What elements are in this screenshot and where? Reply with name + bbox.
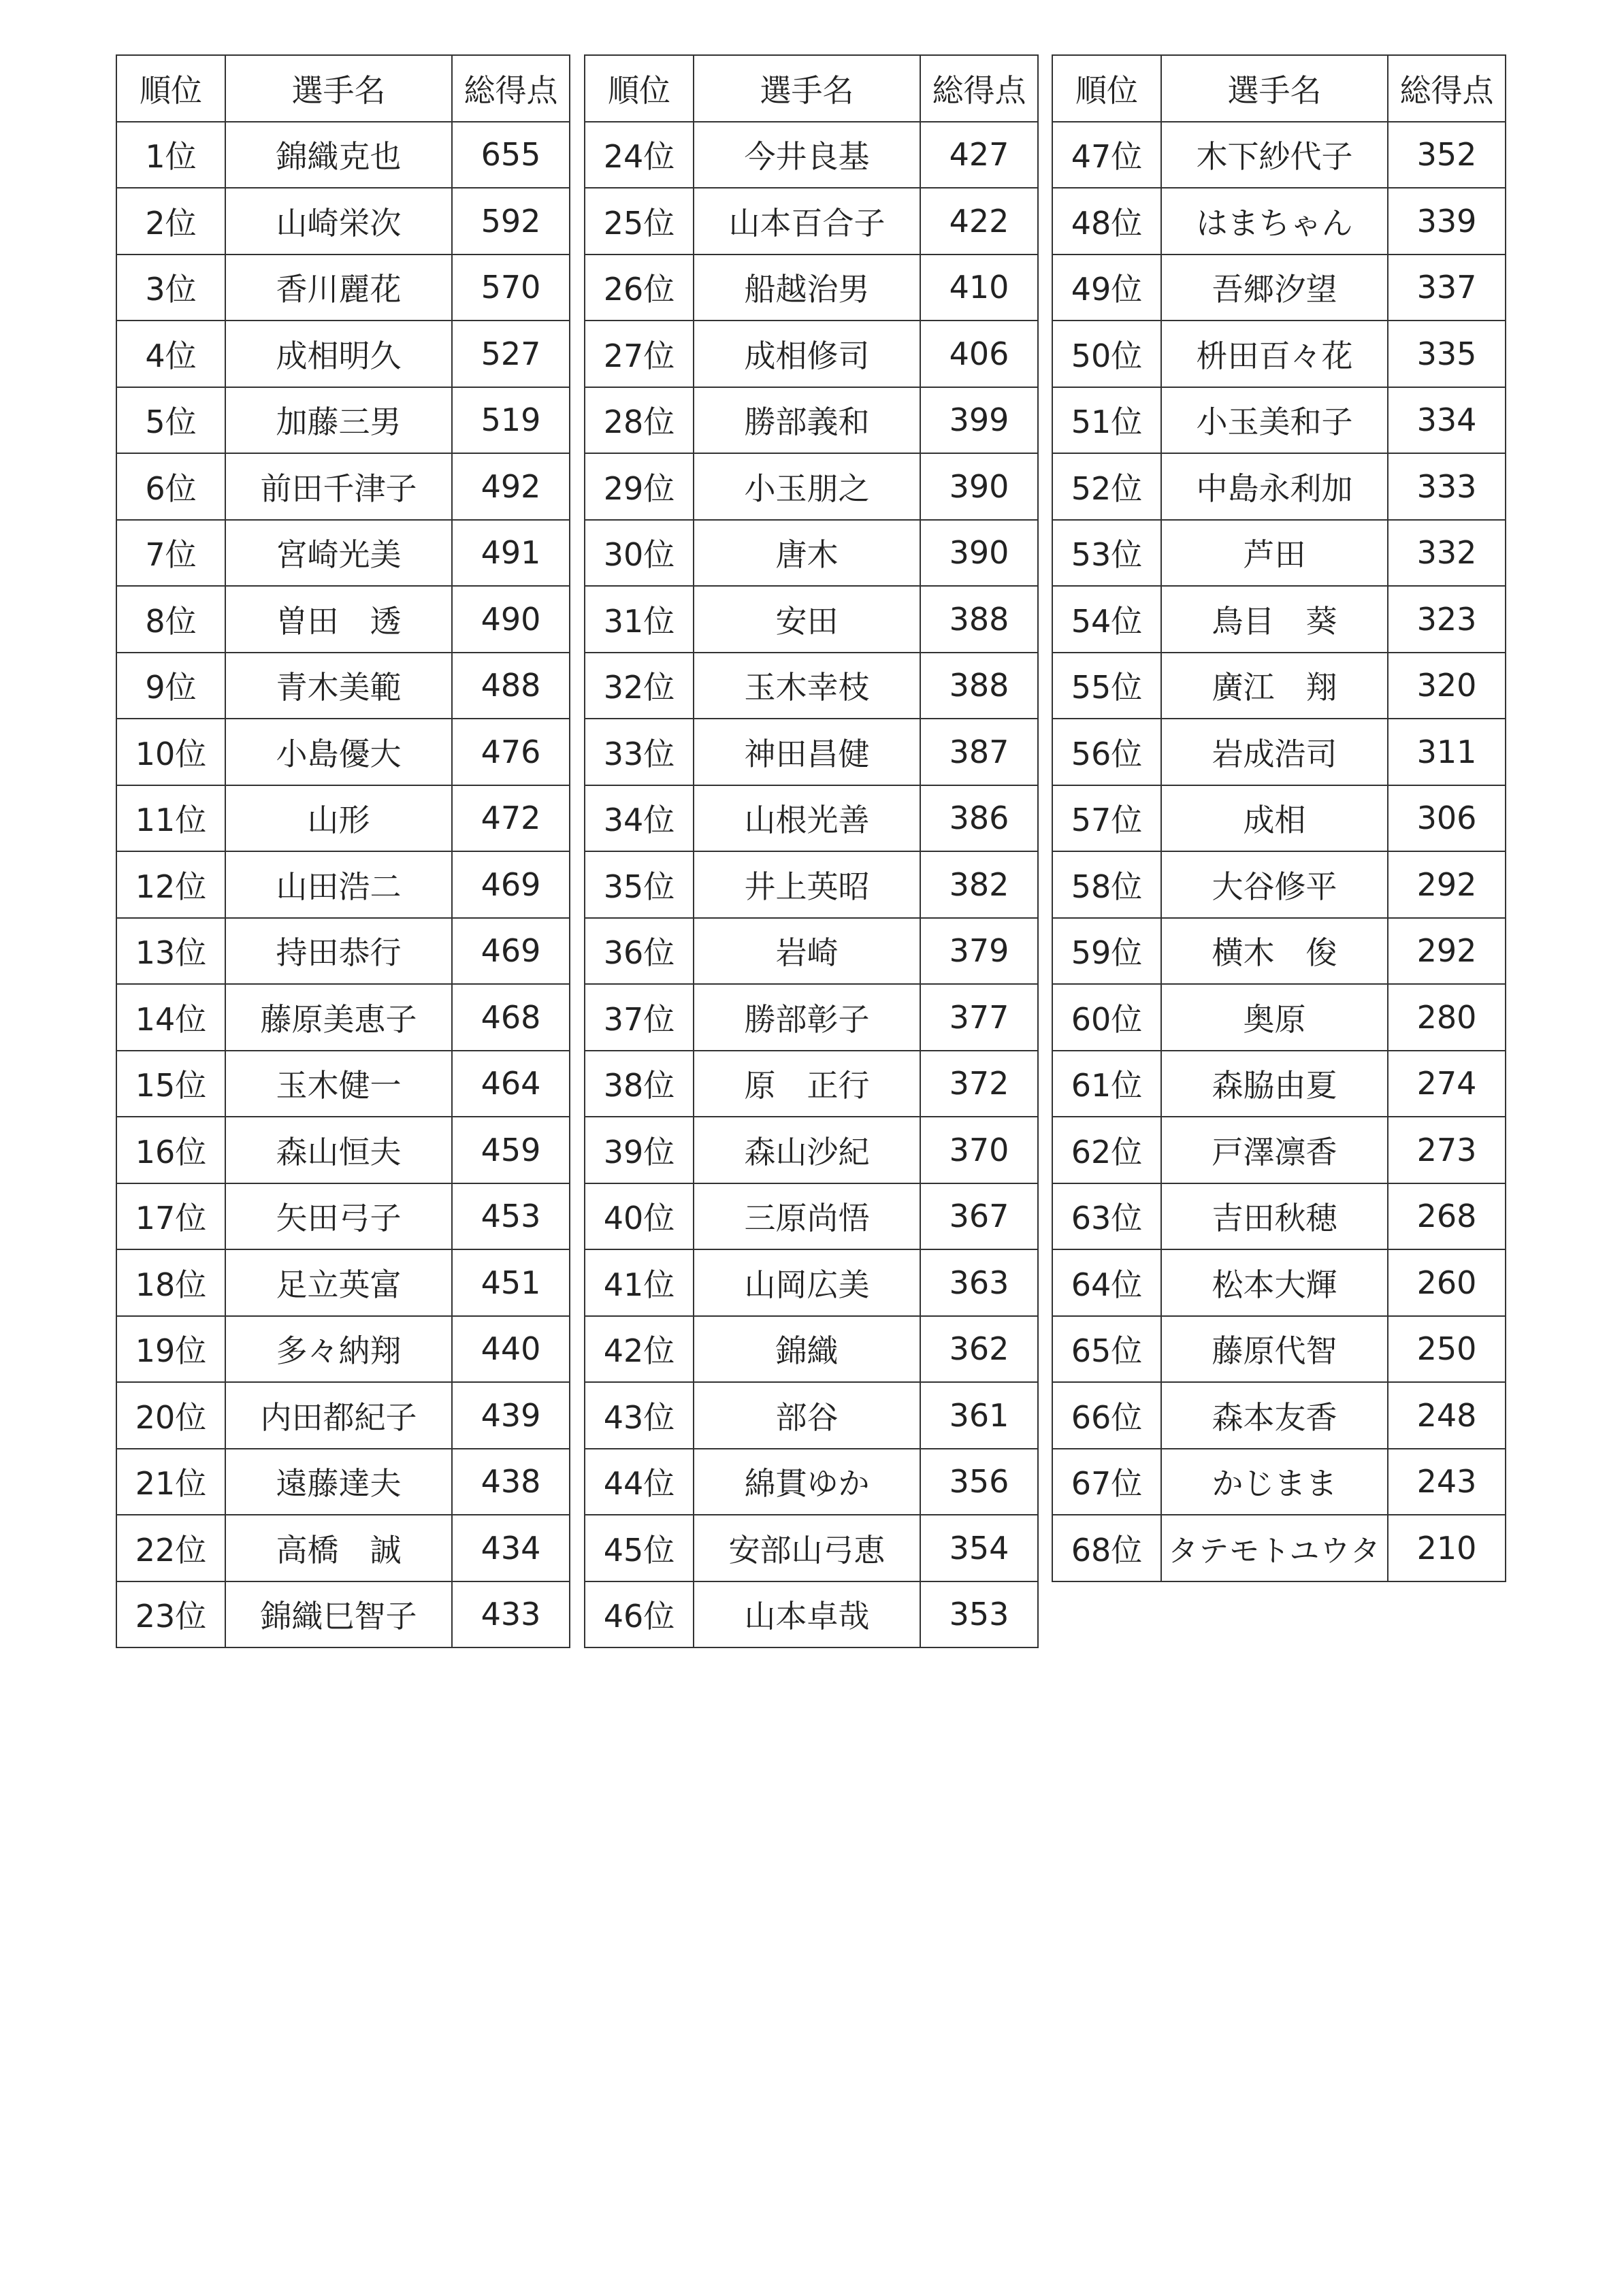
score-cell: 406 bbox=[920, 321, 1038, 387]
score-cell: 488 bbox=[452, 653, 570, 719]
table-row bbox=[116, 255, 570, 321]
score-cell: 273 bbox=[1388, 1117, 1506, 1183]
score-cell: 248 bbox=[1388, 1382, 1506, 1449]
table-row bbox=[116, 453, 570, 520]
table-row bbox=[1052, 387, 1506, 454]
table-row bbox=[585, 1581, 1038, 1648]
name-cell: 成相 bbox=[1161, 785, 1388, 852]
rank-cell: 30位 bbox=[585, 520, 694, 587]
table-row bbox=[116, 1249, 570, 1316]
table-row bbox=[1052, 321, 1506, 387]
table-row bbox=[116, 1316, 570, 1383]
score-cell: 323 bbox=[1388, 586, 1506, 653]
table-row bbox=[116, 520, 570, 587]
score-cell: 434 bbox=[452, 1515, 570, 1581]
score-cell: 274 bbox=[1388, 1051, 1506, 1117]
table-row bbox=[1052, 1382, 1506, 1449]
rank-cell: 57位 bbox=[1052, 785, 1161, 852]
rank-cell: 49位 bbox=[1052, 255, 1161, 321]
name-cell: 山岡広美 bbox=[694, 1249, 920, 1316]
score-cell: 311 bbox=[1388, 719, 1506, 785]
name-cell: 森本友香 bbox=[1161, 1382, 1388, 1449]
table-row bbox=[1052, 719, 1506, 785]
rank-cell: 37位 bbox=[585, 984, 694, 1051]
table-row bbox=[585, 719, 1038, 785]
rank-cell: 34位 bbox=[585, 785, 694, 852]
rank-cell: 29位 bbox=[585, 453, 694, 520]
table-row bbox=[1052, 851, 1506, 918]
name-cell: 藤原美恵子 bbox=[225, 984, 452, 1051]
table-row bbox=[1052, 586, 1506, 653]
score-cell: 361 bbox=[920, 1382, 1038, 1449]
table-row bbox=[585, 1515, 1038, 1581]
name-cell: 玉木幸枝 bbox=[694, 653, 920, 719]
rank-cell: 10位 bbox=[116, 719, 225, 785]
rank-cell: 17位 bbox=[116, 1183, 225, 1250]
name-cell: 岩成浩司 bbox=[1161, 719, 1388, 785]
score-cell: 334 bbox=[1388, 387, 1506, 454]
table-row bbox=[585, 1249, 1038, 1316]
score-cell: 472 bbox=[452, 785, 570, 852]
name-cell: 井上英昭 bbox=[694, 851, 920, 918]
table-row bbox=[585, 653, 1038, 719]
name-cell: かじまま bbox=[1161, 1449, 1388, 1515]
name-cell: 小玉朋之 bbox=[694, 453, 920, 520]
table-row bbox=[1052, 1515, 1506, 1581]
score-cell: 353 bbox=[920, 1581, 1038, 1648]
score-cell: 339 bbox=[1388, 188, 1506, 255]
rank-cell: 9位 bbox=[116, 653, 225, 719]
score-cell: 388 bbox=[920, 586, 1038, 653]
score-cell: 390 bbox=[920, 453, 1038, 520]
score-cell: 655 bbox=[452, 122, 570, 188]
rank-cell: 21位 bbox=[116, 1449, 225, 1515]
name-cell: 錦織 bbox=[694, 1316, 920, 1383]
rank-cell: 43位 bbox=[585, 1382, 694, 1449]
rank-cell: 18位 bbox=[116, 1249, 225, 1316]
score-cell: 386 bbox=[920, 785, 1038, 852]
score-cell: 490 bbox=[452, 586, 570, 653]
table-row bbox=[1052, 453, 1506, 520]
ranking-table-1 bbox=[116, 54, 570, 1648]
rank-cell: 23位 bbox=[116, 1581, 225, 1648]
score-cell: 367 bbox=[920, 1183, 1038, 1250]
name-cell: 廣江 翔 bbox=[1161, 653, 1388, 719]
name-cell: 藤原代智 bbox=[1161, 1316, 1388, 1383]
rank-cell: 5位 bbox=[116, 387, 225, 454]
score-cell: 243 bbox=[1388, 1449, 1506, 1515]
score-cell: 210 bbox=[1388, 1515, 1506, 1581]
score-cell: 306 bbox=[1388, 785, 1506, 852]
name-cell: 芦田 bbox=[1161, 520, 1388, 587]
name-cell: 遠藤達夫 bbox=[225, 1449, 452, 1515]
rank-cell: 36位 bbox=[585, 918, 694, 985]
score-cell: 354 bbox=[920, 1515, 1038, 1581]
table-row bbox=[116, 387, 570, 454]
rank-cell: 46位 bbox=[585, 1581, 694, 1648]
table-row bbox=[116, 1449, 570, 1515]
table-row bbox=[116, 1382, 570, 1449]
score-cell: 410 bbox=[920, 255, 1038, 321]
name-cell: 小玉美和子 bbox=[1161, 387, 1388, 454]
rank-cell: 35位 bbox=[585, 851, 694, 918]
table-row bbox=[1052, 984, 1506, 1051]
score-cell: 332 bbox=[1388, 520, 1506, 587]
table-row bbox=[585, 122, 1038, 188]
rank-cell: 62位 bbox=[1052, 1117, 1161, 1183]
rank-cell: 22位 bbox=[116, 1515, 225, 1581]
name-cell: 綿貫ゆか bbox=[694, 1449, 920, 1515]
table-row bbox=[1052, 653, 1506, 719]
name-cell: 内田都紀子 bbox=[225, 1382, 452, 1449]
score-cell: 519 bbox=[452, 387, 570, 454]
rank-cell: 38位 bbox=[585, 1051, 694, 1117]
table-row bbox=[1052, 1316, 1506, 1383]
name-cell: 持田恭行 bbox=[225, 918, 452, 985]
rank-cell: 61位 bbox=[1052, 1051, 1161, 1117]
table-row bbox=[585, 1382, 1038, 1449]
rank-cell: 20位 bbox=[116, 1382, 225, 1449]
table-row bbox=[585, 851, 1038, 918]
rank-cell: 7位 bbox=[116, 520, 225, 587]
name-cell: 横木 俊 bbox=[1161, 918, 1388, 985]
score-cell: 337 bbox=[1388, 255, 1506, 321]
name-cell: 山形 bbox=[225, 785, 452, 852]
rank-cell: 51位 bbox=[1052, 387, 1161, 454]
name-cell: はまちゃん bbox=[1161, 188, 1388, 255]
rank-cell: 6位 bbox=[116, 453, 225, 520]
score-cell: 370 bbox=[920, 1117, 1038, 1183]
name-cell: 船越治男 bbox=[694, 255, 920, 321]
name-cell: 山田浩二 bbox=[225, 851, 452, 918]
name-cell: 部谷 bbox=[694, 1382, 920, 1449]
rank-cell: 1位 bbox=[116, 122, 225, 188]
name-cell: 山本卓哉 bbox=[694, 1581, 920, 1648]
name-cell: 森山沙紀 bbox=[694, 1117, 920, 1183]
rank-cell: 2位 bbox=[116, 188, 225, 255]
rank-cell: 8位 bbox=[116, 586, 225, 653]
score-cell: 390 bbox=[920, 520, 1038, 587]
table-row bbox=[1052, 1449, 1506, 1515]
score-cell: 362 bbox=[920, 1316, 1038, 1383]
score-cell: 333 bbox=[1388, 453, 1506, 520]
rank-cell: 33位 bbox=[585, 719, 694, 785]
rank-cell: 55位 bbox=[1052, 653, 1161, 719]
score-cell: 422 bbox=[920, 188, 1038, 255]
header-row bbox=[1052, 55, 1506, 122]
rank-cell: 15位 bbox=[116, 1051, 225, 1117]
name-cell: 成相明久 bbox=[225, 321, 452, 387]
rank-cell: 48位 bbox=[1052, 188, 1161, 255]
table-row bbox=[1052, 1117, 1506, 1183]
name-cell: 小島優大 bbox=[225, 719, 452, 785]
name-cell: 成相修司 bbox=[694, 321, 920, 387]
score-cell: 427 bbox=[920, 122, 1038, 188]
score-cell: 292 bbox=[1388, 918, 1506, 985]
table-row bbox=[1052, 918, 1506, 985]
name-cell: 勝部彰子 bbox=[694, 984, 920, 1051]
rank-cell: 42位 bbox=[585, 1316, 694, 1383]
score-cell: 356 bbox=[920, 1449, 1038, 1515]
name-cell: 森山恒夫 bbox=[225, 1117, 452, 1183]
table-row bbox=[585, 453, 1038, 520]
name-cell: 高橋 誠 bbox=[225, 1515, 452, 1581]
rank-cell: 13位 bbox=[116, 918, 225, 985]
table-row bbox=[585, 188, 1038, 255]
name-cell: 青木美範 bbox=[225, 653, 452, 719]
name-cell: 足立英富 bbox=[225, 1249, 452, 1316]
score-cell: 439 bbox=[452, 1382, 570, 1449]
name-cell: 枡田百々花 bbox=[1161, 321, 1388, 387]
table-row bbox=[116, 188, 570, 255]
table-row bbox=[1052, 785, 1506, 852]
score-cell: 387 bbox=[920, 719, 1038, 785]
table-row bbox=[585, 918, 1038, 985]
rank-cell: 66位 bbox=[1052, 1382, 1161, 1449]
table-row bbox=[585, 984, 1038, 1051]
rank-cell: 12位 bbox=[116, 851, 225, 918]
table-row bbox=[1052, 255, 1506, 321]
name-cell: 岩崎 bbox=[694, 918, 920, 985]
rank-cell: 50位 bbox=[1052, 321, 1161, 387]
table-row bbox=[585, 255, 1038, 321]
table-row bbox=[1052, 188, 1506, 255]
header-score: 総得点 bbox=[452, 55, 570, 122]
rank-cell: 3位 bbox=[116, 255, 225, 321]
table-row bbox=[116, 719, 570, 785]
table-row bbox=[116, 1581, 570, 1648]
rank-cell: 63位 bbox=[1052, 1183, 1161, 1250]
name-cell: 勝部義和 bbox=[694, 387, 920, 454]
header-name: 選手名 bbox=[1161, 55, 1388, 122]
name-cell: 松本大輝 bbox=[1161, 1249, 1388, 1316]
header-score: 総得点 bbox=[1388, 55, 1506, 122]
name-cell: 山根光善 bbox=[694, 785, 920, 852]
score-cell: 451 bbox=[452, 1249, 570, 1316]
score-cell: 464 bbox=[452, 1051, 570, 1117]
header-rank: 順位 bbox=[585, 55, 694, 122]
score-cell: 268 bbox=[1388, 1183, 1506, 1250]
score-cell: 492 bbox=[452, 453, 570, 520]
table-row bbox=[116, 785, 570, 852]
table-row bbox=[116, 1515, 570, 1581]
score-cell: 440 bbox=[452, 1316, 570, 1383]
header-name: 選手名 bbox=[225, 55, 452, 122]
name-cell: 戸澤凛香 bbox=[1161, 1117, 1388, 1183]
rank-cell: 65位 bbox=[1052, 1316, 1161, 1383]
table-row bbox=[1052, 1183, 1506, 1250]
score-cell: 363 bbox=[920, 1249, 1038, 1316]
table-row bbox=[1052, 1249, 1506, 1316]
rank-cell: 32位 bbox=[585, 653, 694, 719]
header-rank: 順位 bbox=[1052, 55, 1161, 122]
rank-cell: 60位 bbox=[1052, 984, 1161, 1051]
rank-cell: 28位 bbox=[585, 387, 694, 454]
score-cell: 399 bbox=[920, 387, 1038, 454]
score-cell: 320 bbox=[1388, 653, 1506, 719]
rank-cell: 56位 bbox=[1052, 719, 1161, 785]
name-cell: 唐木 bbox=[694, 520, 920, 587]
header-row bbox=[585, 55, 1038, 122]
rank-cell: 4位 bbox=[116, 321, 225, 387]
name-cell: 森脇由夏 bbox=[1161, 1051, 1388, 1117]
name-cell: 大谷修平 bbox=[1161, 851, 1388, 918]
score-cell: 570 bbox=[452, 255, 570, 321]
rank-cell: 58位 bbox=[1052, 851, 1161, 918]
name-cell: 安田 bbox=[694, 586, 920, 653]
name-cell: 吉田秋穂 bbox=[1161, 1183, 1388, 1250]
score-cell: 377 bbox=[920, 984, 1038, 1051]
name-cell: 曽田 透 bbox=[225, 586, 452, 653]
rank-cell: 68位 bbox=[1052, 1515, 1161, 1581]
score-cell: 468 bbox=[452, 984, 570, 1051]
header-score: 総得点 bbox=[920, 55, 1038, 122]
rank-cell: 52位 bbox=[1052, 453, 1161, 520]
header-row bbox=[116, 55, 570, 122]
name-cell: 錦織巳智子 bbox=[225, 1581, 452, 1648]
rank-cell: 54位 bbox=[1052, 586, 1161, 653]
rank-cell: 26位 bbox=[585, 255, 694, 321]
score-cell: 453 bbox=[452, 1183, 570, 1250]
table-row bbox=[585, 321, 1038, 387]
name-cell: 香川麗花 bbox=[225, 255, 452, 321]
table-row bbox=[585, 1316, 1038, 1383]
score-cell: 292 bbox=[1388, 851, 1506, 918]
score-cell: 491 bbox=[452, 520, 570, 587]
name-cell: 山本百合子 bbox=[694, 188, 920, 255]
table-row bbox=[116, 851, 570, 918]
score-cell: 592 bbox=[452, 188, 570, 255]
name-cell: 宮崎光美 bbox=[225, 520, 452, 587]
rank-cell: 45位 bbox=[585, 1515, 694, 1581]
table-row bbox=[116, 122, 570, 188]
name-cell: タテモトユウタ bbox=[1161, 1515, 1388, 1581]
table-row bbox=[116, 1183, 570, 1250]
name-cell: 神田昌健 bbox=[694, 719, 920, 785]
name-cell: 山崎栄次 bbox=[225, 188, 452, 255]
name-cell: 錦織克也 bbox=[225, 122, 452, 188]
rank-cell: 16位 bbox=[116, 1117, 225, 1183]
rank-cell: 14位 bbox=[116, 984, 225, 1051]
score-cell: 469 bbox=[452, 851, 570, 918]
rank-cell: 59位 bbox=[1052, 918, 1161, 985]
score-cell: 388 bbox=[920, 653, 1038, 719]
score-cell: 280 bbox=[1388, 984, 1506, 1051]
table-row bbox=[1052, 520, 1506, 587]
name-cell: 安部山弓恵 bbox=[694, 1515, 920, 1581]
score-cell: 459 bbox=[452, 1117, 570, 1183]
name-cell: 原 正行 bbox=[694, 1051, 920, 1117]
score-cell: 382 bbox=[920, 851, 1038, 918]
name-cell: 鳥目 葵 bbox=[1161, 586, 1388, 653]
table-row bbox=[585, 586, 1038, 653]
header-rank: 順位 bbox=[116, 55, 225, 122]
table-row bbox=[116, 918, 570, 985]
rank-cell: 64位 bbox=[1052, 1249, 1161, 1316]
table-row bbox=[585, 387, 1038, 454]
score-cell: 260 bbox=[1388, 1249, 1506, 1316]
table-row bbox=[116, 653, 570, 719]
name-cell: 三原尚悟 bbox=[694, 1183, 920, 1250]
name-cell: 中島永利加 bbox=[1161, 453, 1388, 520]
rank-cell: 67位 bbox=[1052, 1449, 1161, 1515]
table-row bbox=[116, 984, 570, 1051]
score-cell: 250 bbox=[1388, 1316, 1506, 1383]
rank-cell: 39位 bbox=[585, 1117, 694, 1183]
name-cell: 木下紗代子 bbox=[1161, 122, 1388, 188]
rank-cell: 41位 bbox=[585, 1249, 694, 1316]
score-cell: 372 bbox=[920, 1051, 1038, 1117]
score-cell: 433 bbox=[452, 1581, 570, 1648]
table-row bbox=[1052, 1051, 1506, 1117]
table-row bbox=[116, 321, 570, 387]
name-cell: 吾郷汐望 bbox=[1161, 255, 1388, 321]
name-cell: 加藤三男 bbox=[225, 387, 452, 454]
rank-cell: 25位 bbox=[585, 188, 694, 255]
score-cell: 438 bbox=[452, 1449, 570, 1515]
ranking-table-2 bbox=[584, 54, 1039, 1648]
rank-cell: 27位 bbox=[585, 321, 694, 387]
table-row bbox=[116, 1117, 570, 1183]
table-row bbox=[585, 1449, 1038, 1515]
rank-cell: 40位 bbox=[585, 1183, 694, 1250]
score-cell: 527 bbox=[452, 321, 570, 387]
table-row bbox=[116, 586, 570, 653]
header-name: 選手名 bbox=[694, 55, 920, 122]
score-cell: 335 bbox=[1388, 321, 1506, 387]
name-cell: 矢田弓子 bbox=[225, 1183, 452, 1250]
table-row bbox=[585, 785, 1038, 852]
rank-cell: 53位 bbox=[1052, 520, 1161, 587]
score-cell: 469 bbox=[452, 918, 570, 985]
table-row bbox=[585, 1117, 1038, 1183]
score-cell: 476 bbox=[452, 719, 570, 785]
rank-cell: 31位 bbox=[585, 586, 694, 653]
name-cell: 前田千津子 bbox=[225, 453, 452, 520]
name-cell: 今井良基 bbox=[694, 122, 920, 188]
table-row bbox=[585, 520, 1038, 587]
table-row bbox=[585, 1051, 1038, 1117]
table-row bbox=[116, 1051, 570, 1117]
name-cell: 多々納翔 bbox=[225, 1316, 452, 1383]
table-row bbox=[1052, 122, 1506, 188]
rank-cell: 47位 bbox=[1052, 122, 1161, 188]
name-cell: 玉木健一 bbox=[225, 1051, 452, 1117]
score-cell: 352 bbox=[1388, 122, 1506, 188]
rank-cell: 19位 bbox=[116, 1316, 225, 1383]
rank-cell: 24位 bbox=[585, 122, 694, 188]
name-cell: 奥原 bbox=[1161, 984, 1388, 1051]
table-row bbox=[585, 1183, 1038, 1250]
score-cell: 379 bbox=[920, 918, 1038, 985]
rank-cell: 44位 bbox=[585, 1449, 694, 1515]
ranking-table-3 bbox=[1052, 54, 1506, 1582]
rank-cell: 11位 bbox=[116, 785, 225, 852]
